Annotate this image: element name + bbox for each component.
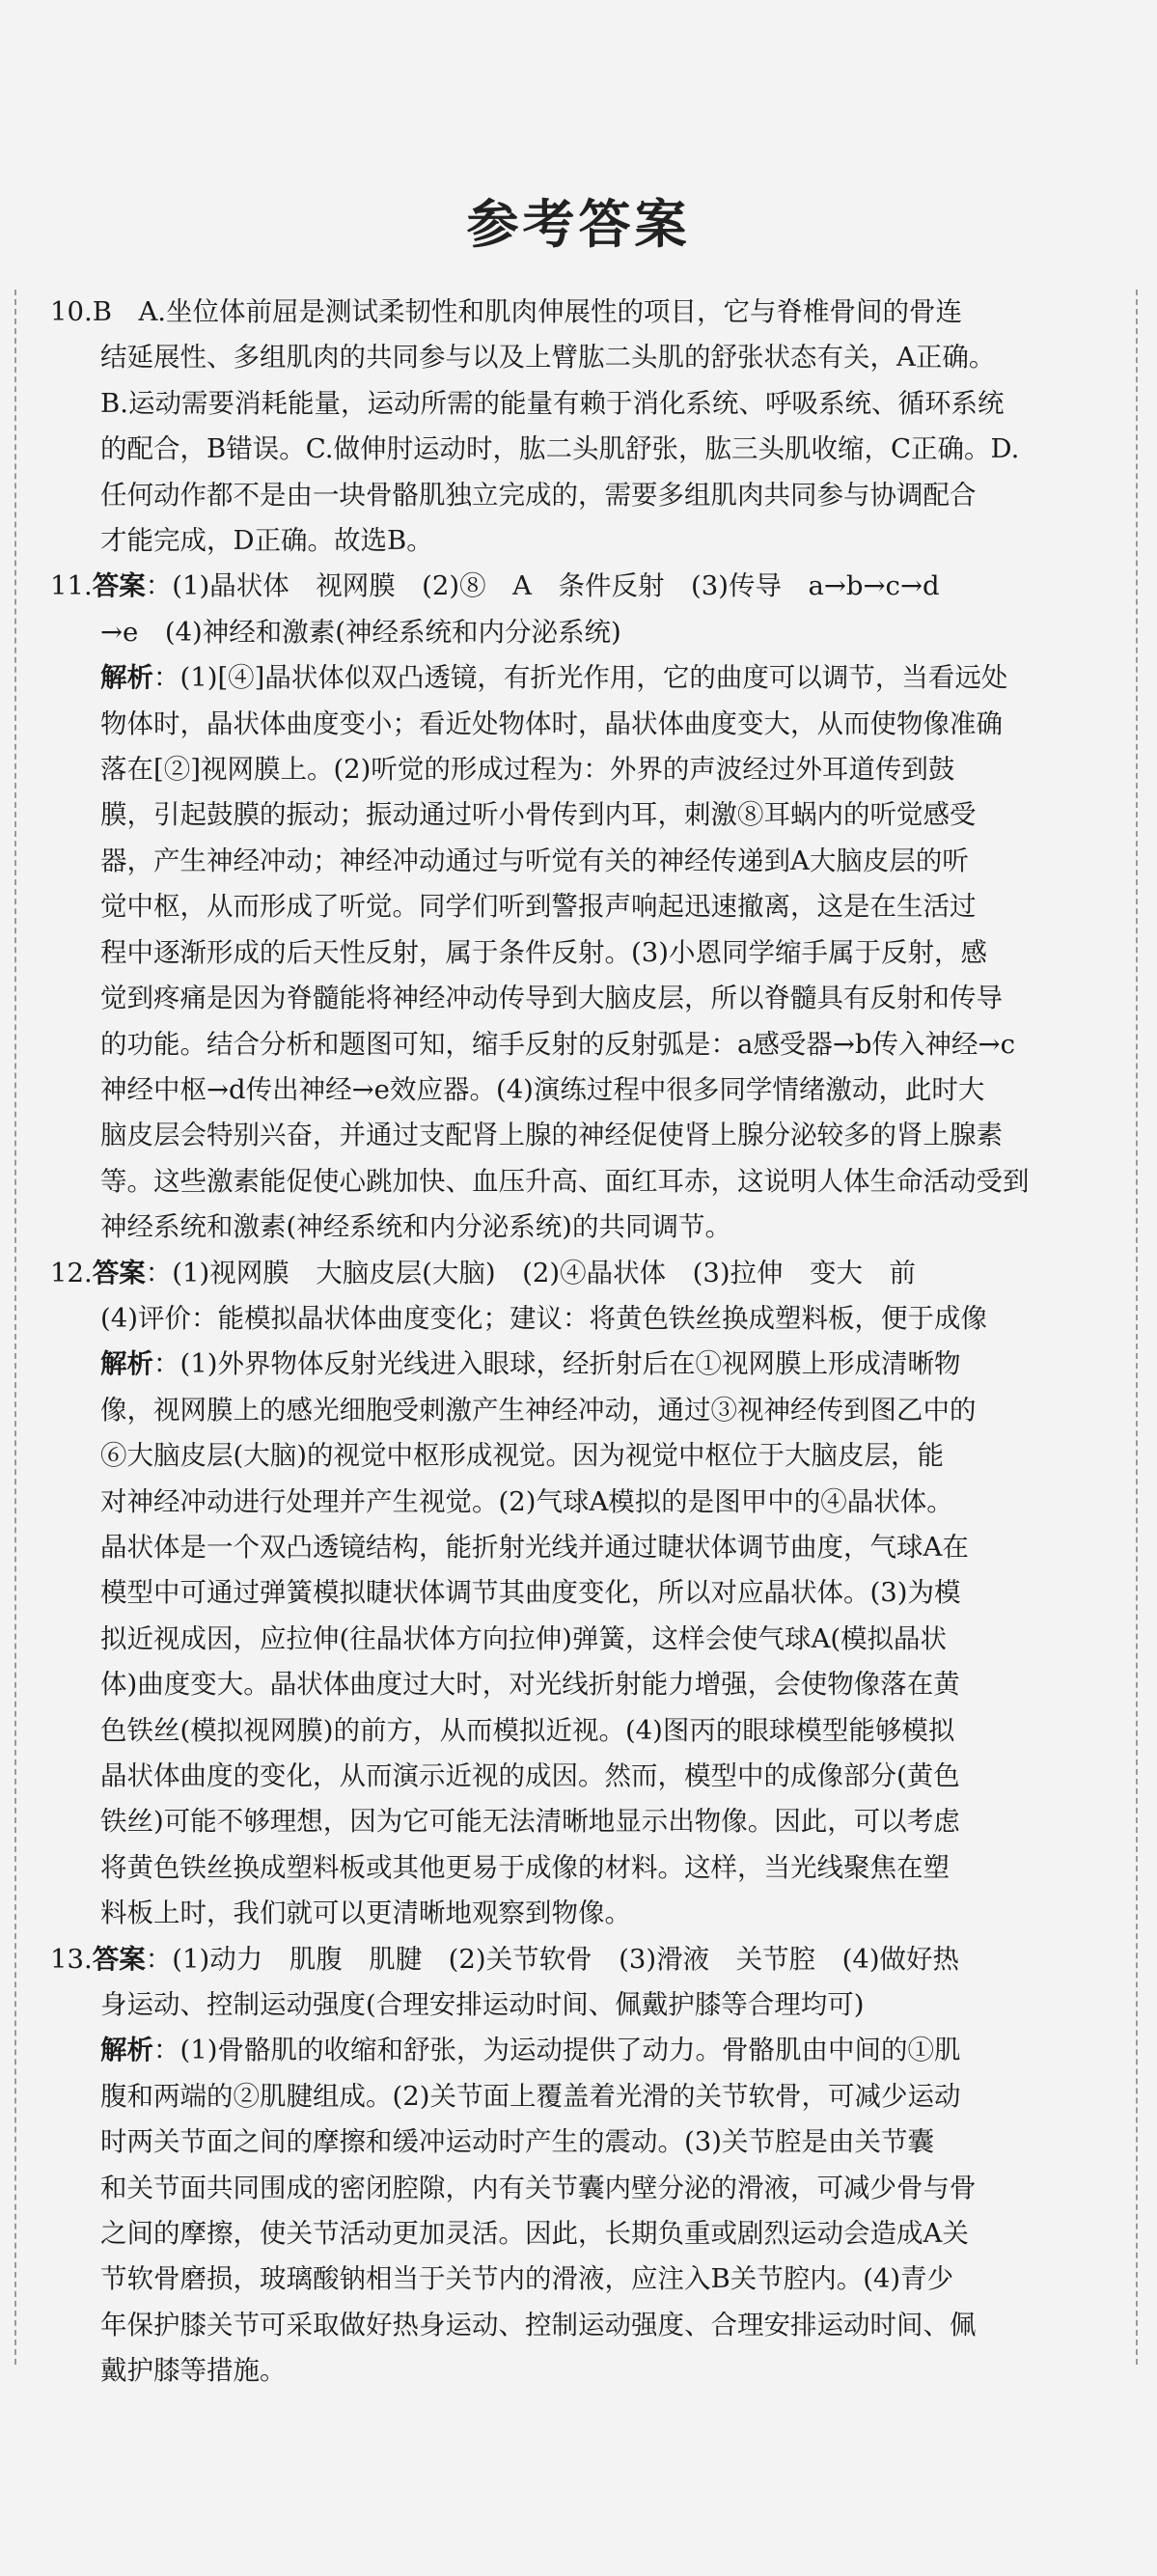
analysis-text: ⑥大脑皮层(大脑)的视觉中枢形成视觉。因为视觉中枢位于大脑皮层，能 xyxy=(100,1440,944,1472)
q13-answer-line xyxy=(50,1937,1104,1982)
analysis-text: 等。这些激素能促使心跳加快、血压升高、面红耳赤，这说明人体生命活动受到 xyxy=(100,1165,1030,1197)
analysis-text: ：(1)骨骼肌的收缩和舒张，为运动提供了动力。骨骼肌由中间的①肌 xyxy=(153,2035,961,2066)
analysis-text: 像，视网膜上的感光细胞受刺激产生神经冲动，通过③视神经传到图乙中的 xyxy=(100,1394,977,1426)
q12-analysis-line xyxy=(50,1342,1104,1387)
q11-analysis-line xyxy=(50,655,1104,701)
left-dashed-margin xyxy=(14,290,16,2365)
analysis-text: 神经中枢→d传出神经→e效应器。(4)演练过程中很多同学情绪激动，此时大 xyxy=(100,1073,985,1105)
analysis-text: 的功能。结合分析和题图可知，缩手反射的反射弧是：a感受器→b传入神经→c xyxy=(100,1028,1015,1060)
page-title: 参考答案 xyxy=(466,193,691,255)
analysis-text: 节软骨磨损，玻璃酸钠相当于关节内的滑液，应注入B关节腔内。(4)青少 xyxy=(100,2263,954,2295)
analysis-text: 拟近视成因，应拉伸(往晶状体方向拉伸)弹簧，这样会使气球A(模拟晶状 xyxy=(100,1622,948,1654)
question-number: 11. xyxy=(50,570,93,602)
question-12 xyxy=(50,1251,1104,1937)
analysis-text: 觉到疼痛是因为脊髓能将神经冲动传导到大脑皮层，所以脊髓具有反射和传导 xyxy=(100,983,1003,1014)
analysis-label: 解析 xyxy=(100,2035,153,2066)
answer-label: 答案 xyxy=(92,570,146,602)
q10-line: 才能完成，D正确。故选B。 xyxy=(100,525,433,557)
analysis-text: 器，产生神经冲动；神经冲动通过与听觉有关的神经传递到A大脑皮层的听 xyxy=(100,845,969,876)
analysis-text: 将黄色铁丝换成塑料板或其他更易于成像的材料。这样，当光线聚焦在塑 xyxy=(100,1851,950,1883)
analysis-text: 时两关节面之间的摩擦和缓冲运动时产生的震动。(3)关节腔是由关节囊 xyxy=(100,2126,934,2158)
analysis-text: 对神经冲动进行处理并产生视觉。(2)气球A模拟的是图甲中的④晶状体。 xyxy=(100,1485,953,1517)
analysis-text: 晶状体曲度的变化，从而演示近视的成因。然而，模型中的成像部分(黄色 xyxy=(100,1760,960,1791)
answer-text: ：(1)动力 肌腹 肌腱 (2)关节软骨 (3)滑液 关节腔 (4)做好热 xyxy=(145,1943,960,1975)
question-number: 12. xyxy=(50,1257,93,1288)
analysis-text: 之间的摩擦，使关节活动更加灵活。因此，长期负重或剧烈运动会造成A关 xyxy=(100,2218,969,2250)
analysis-text: 料板上时，我们就可以更清晰地观察到物像。 xyxy=(100,1897,631,1929)
analysis-text: 神经系统和激素(神经系统和内分泌系统)的共同调节。 xyxy=(100,1211,731,1243)
analysis-text: ：(1)[④]晶状体似双凸透镜，有折光作用，它的曲度可以调节，当看远处 xyxy=(153,662,1008,694)
analysis-text: 和关节面共同围成的密闭腔隙，内有关节囊内壁分泌的滑液，可减少骨与骨 xyxy=(100,2172,977,2203)
q10-line: 的配合，B错误。C.做伸肘运动时，肱二头肌舒张，肱三头肌收缩，C正确。D. xyxy=(100,433,1020,465)
analysis-text: 体)曲度变大。晶状体曲度过大时，对光线折射能力增强，会使物像落在黄 xyxy=(100,1669,960,1701)
q11-answer-line xyxy=(50,564,1104,609)
answer-label: 答案 xyxy=(92,1257,146,1288)
q12-answer-line xyxy=(50,1251,1104,1296)
question-13 xyxy=(50,1937,1104,2395)
analysis-text: 落在[②]视网膜上。(2)听觉的形成过程为：外界的声波经过外耳道传到鼓 xyxy=(100,754,955,786)
right-dashed-margin xyxy=(1136,290,1138,2365)
analysis-label: 解析 xyxy=(100,662,153,694)
answer-text: ：(1)视网膜 大脑皮层(大脑) (2)④晶状体 (3)拉伸 变大 前 xyxy=(145,1257,917,1288)
analysis-text: 腹和两端的②肌腱组成。(2)关节面上覆盖着光滑的关节软骨，可减少运动 xyxy=(100,2080,961,2112)
question-11 xyxy=(50,564,1104,1250)
answer-text: →e (4)神经和激素(神经系统和内分泌系统) xyxy=(100,616,621,648)
q13-analysis-line xyxy=(50,2028,1104,2073)
analysis-text: 铁丝)可能不够理想，因为它可能无法清晰地显示出物像。因此，可以考虑 xyxy=(100,1806,960,1838)
q10-line: B.运动需要消耗能量，运动所需的能量有赖于消化系统、呼吸系统、循环系统 xyxy=(100,387,1005,419)
analysis-label: 解析 xyxy=(100,1348,153,1380)
question-number: 13. xyxy=(50,1943,93,1975)
analysis-text: 色铁丝(模拟视网膜)的前方，从而模拟近视。(4)图丙的眼球模型能够模拟 xyxy=(100,1714,955,1746)
analysis-text: 晶状体是一个双凸透镜结构，能折射光线并通过睫状体调节曲度，气球A在 xyxy=(100,1531,969,1563)
analysis-text: 物体时，晶状体曲度变小；看近处物体时，晶状体曲度变大，从而使物像准确 xyxy=(100,707,1003,739)
analysis-text: ：(1)外界物体反射光线进入眼球，经折射后在①视网膜上形成清晰物 xyxy=(153,1348,961,1380)
analysis-text: 脑皮层会特别兴奋，并通过支配肾上腺的神经促使肾上腺分泌较多的肾上腺素 xyxy=(100,1120,1003,1151)
q10-line: 10.B A.坐位体前屈是测试柔韧性和肌肉伸展性的项目，它与脊椎骨间的骨连 xyxy=(50,296,963,327)
answer-content xyxy=(50,290,1104,2395)
analysis-text: 戴护膝等措施。 xyxy=(100,2355,287,2387)
answer-label: 答案 xyxy=(92,1943,146,1975)
analysis-text: 觉中枢，从而形成了听觉。同学们听到警报声响起迅速撤离，这是在生活过 xyxy=(100,891,977,923)
question-10 xyxy=(50,290,1104,564)
answer-text: (4)评价：能模拟晶状体曲度变化；建议：将黄色铁丝换成塑料板，便于成像 xyxy=(100,1302,987,1334)
q10-line: 结延展性、多组肌肉的共同参与以及上臂肱二头肌的舒张状态有关，A正确。 xyxy=(100,342,996,374)
analysis-text: 程中逐渐形成的后天性反射，属于条件反射。(3)小恩同学缩手属于反射，感 xyxy=(100,936,987,968)
q10-line: 任何动作都不是由一块骨骼肌独立完成的，需要多组肌肉共同参与协调配合 xyxy=(100,479,977,511)
analysis-text: 膜，引起鼓膜的振动；振动通过听小骨传到内耳，刺激⑧耳蜗内的听觉感受 xyxy=(100,799,977,831)
analysis-text: 模型中可通过弹簧模拟睫状体调节其曲度变化，所以对应晶状体。(3)为模 xyxy=(100,1577,961,1609)
analysis-text: 年保护膝关节可采取做好热身运动、控制运动强度、合理安排运动时间、佩 xyxy=(100,2309,977,2341)
answer-text: 身运动、控制运动强度(合理安排运动时间、佩戴护膝等合理均可) xyxy=(100,1989,865,2021)
answer-text: ：(1)晶状体 视网膜 (2)⑧ A 条件反射 (3)传导 a→b→c→d xyxy=(145,570,940,602)
